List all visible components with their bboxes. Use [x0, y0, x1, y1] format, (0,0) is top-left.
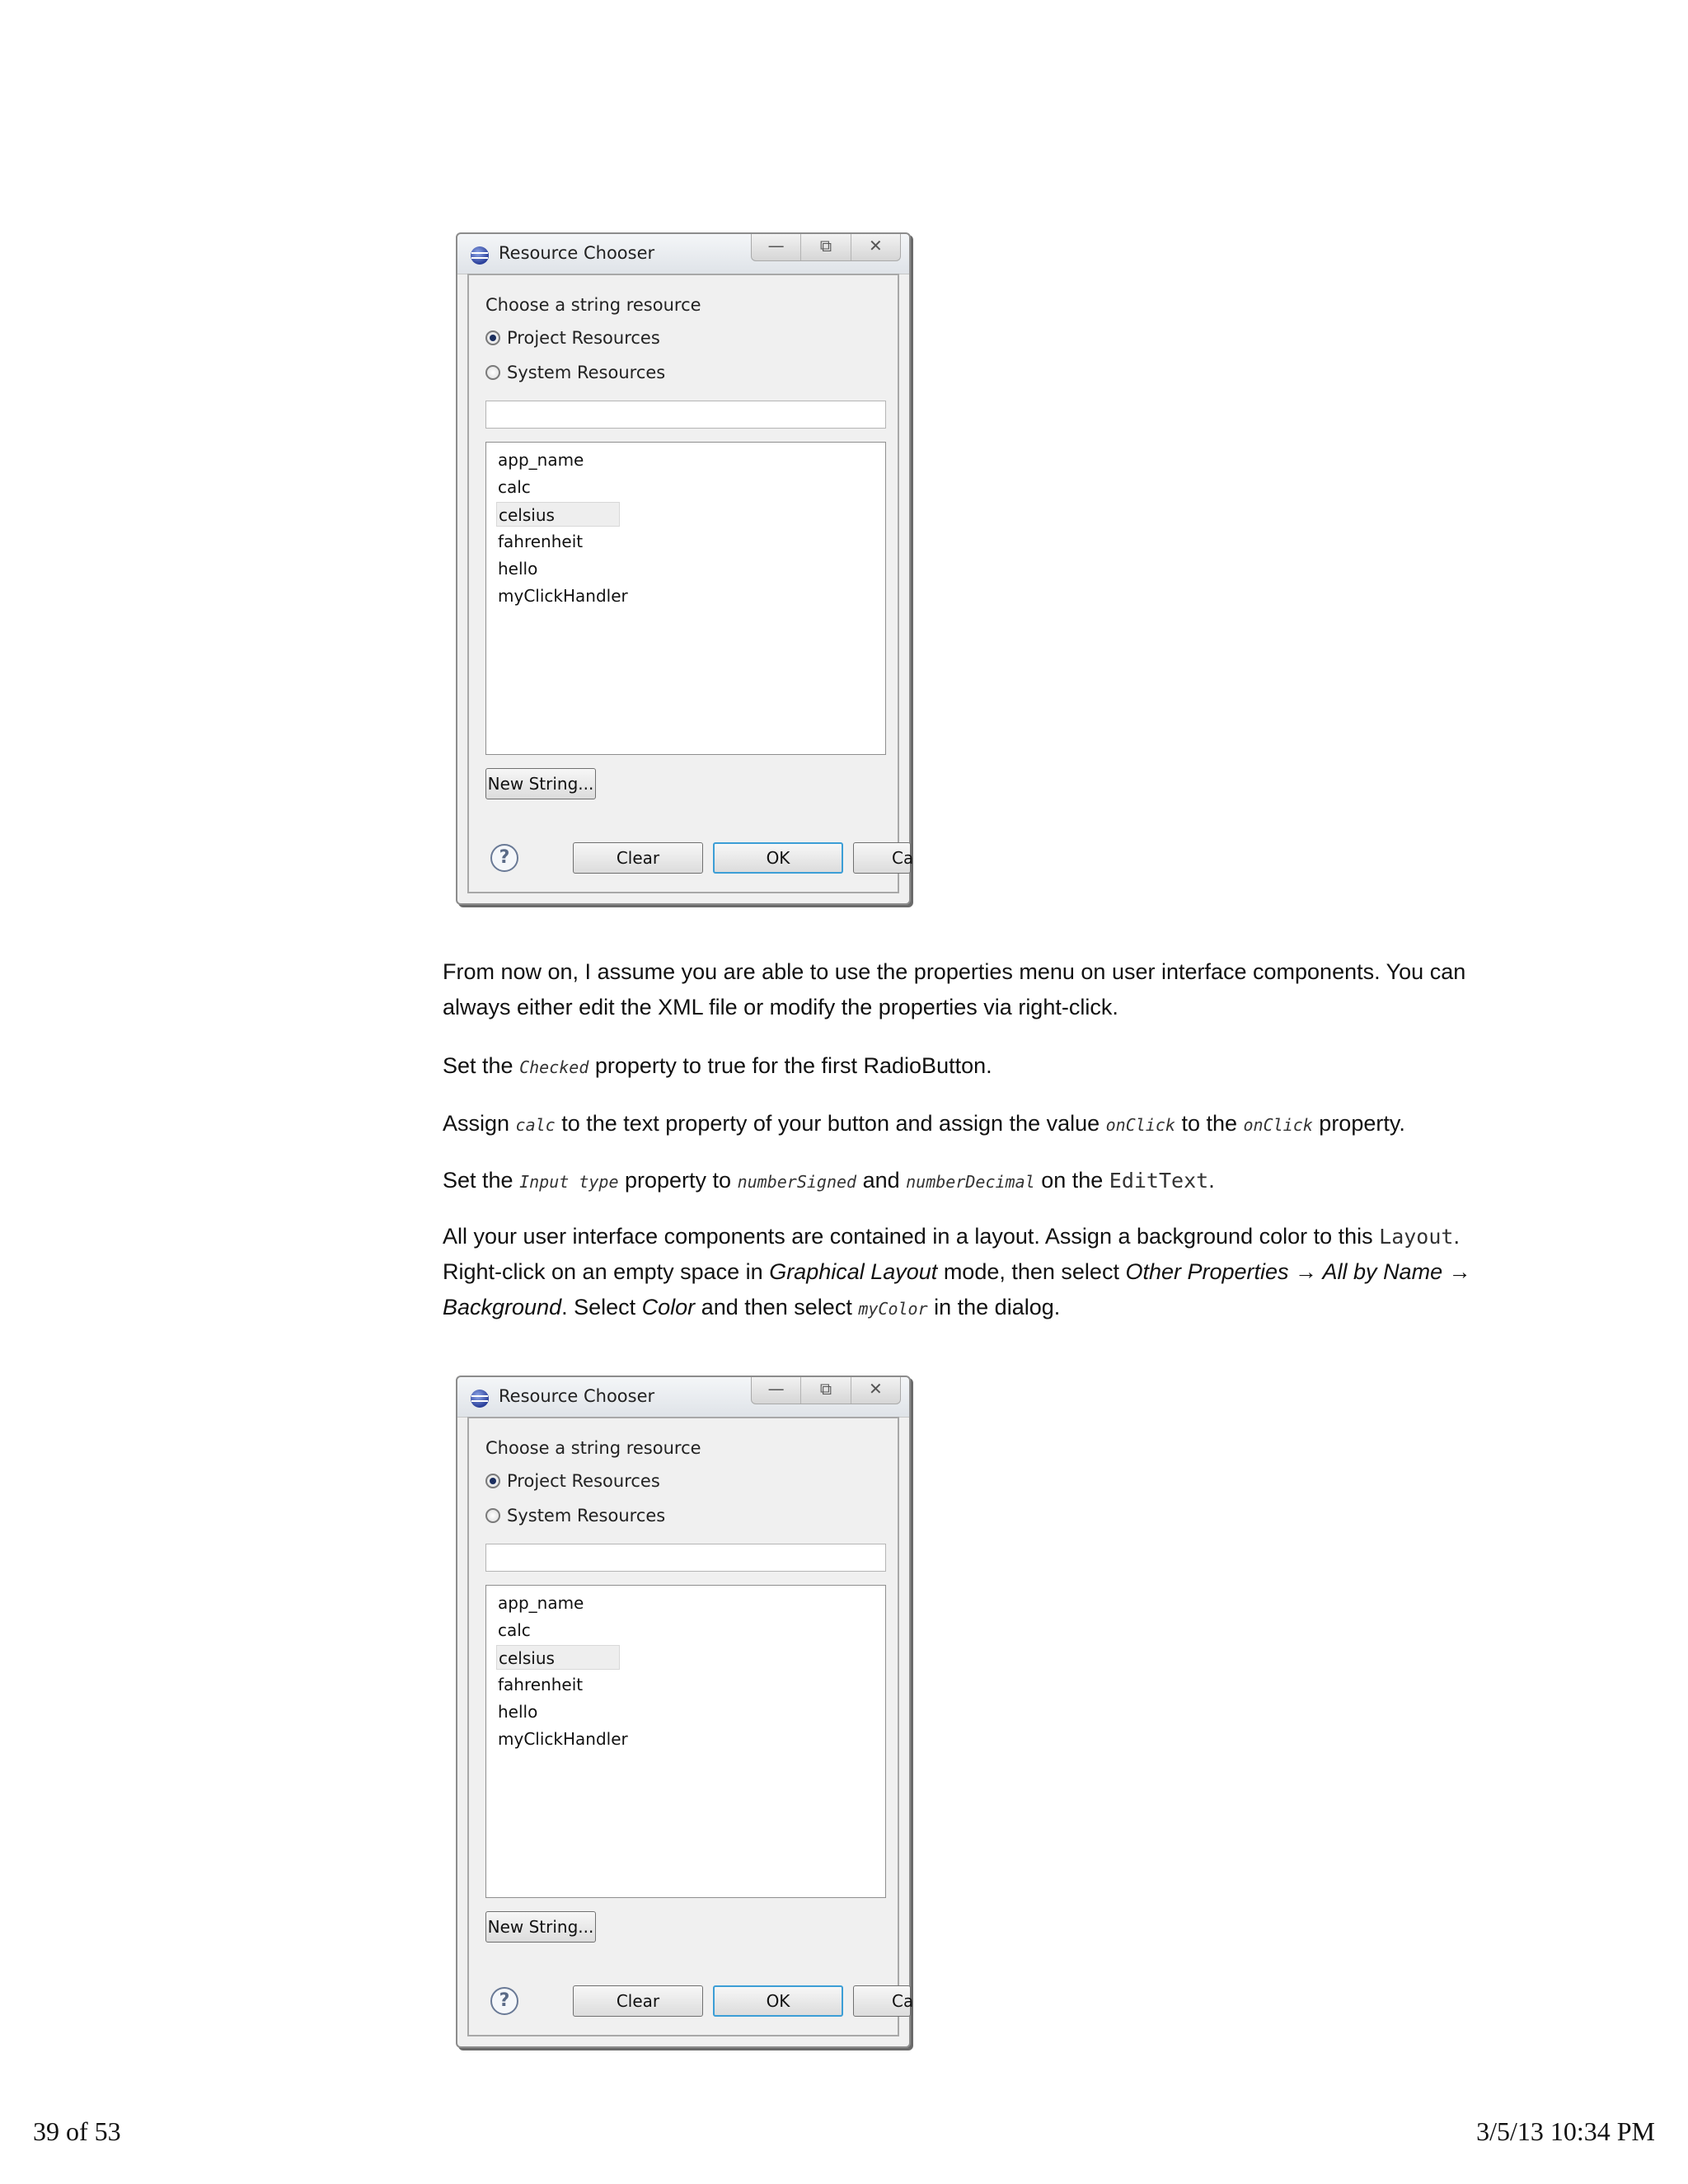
maximize-button[interactable]: [800, 1377, 850, 1404]
maximize-icon: ⧉: [819, 1379, 832, 1399]
window-controls: [751, 1377, 901, 1404]
cancel-button[interactable]: Ca: [853, 1985, 911, 2017]
help-icon[interactable]: ?: [490, 1987, 518, 2015]
code-checked: Checked: [519, 1057, 589, 1077]
eclipse-icon: [471, 1390, 489, 1408]
list-item[interactable]: myClickHandler: [498, 586, 628, 606]
close-icon: ✕: [868, 1379, 883, 1399]
radio-project-label: Project Resources: [507, 328, 660, 348]
close-button[interactable]: [851, 1377, 900, 1404]
list-item[interactable]: app_name: [498, 450, 584, 470]
close-button[interactable]: [851, 234, 900, 260]
code-calc: calc: [515, 1115, 556, 1135]
help-icon[interactable]: ?: [490, 844, 518, 872]
radio-system-label: System Resources: [507, 363, 666, 382]
new-string-button[interactable]: New String...: [485, 1911, 596, 1943]
radio-system-resources[interactable]: [485, 363, 665, 382]
dialog-body: [467, 1417, 914, 2036]
resource-chooser-dialog-1: [456, 232, 914, 905]
clear-button[interactable]: Clear: [573, 842, 703, 874]
paragraph-input-type: Set the Input type property to numberSigned and numberDecimal on the EditText.: [443, 1168, 1215, 1193]
code-mycolor: myColor: [858, 1299, 928, 1319]
resource-chooser-dialog-2: [456, 1376, 914, 2048]
dialog-title: Resource Chooser: [499, 1386, 655, 1406]
code-input-type: Input type: [519, 1172, 619, 1192]
dialog-prompt: Choose a string resource: [485, 1438, 701, 1458]
window-controls: [751, 234, 901, 261]
eclipse-icon: [471, 246, 489, 265]
paragraph-checked: Set the Checked property to true for the first RadioButton.: [443, 1053, 992, 1078]
page-number: 39 of 53: [33, 2116, 121, 2146]
radio-selected-icon[interactable]: [485, 330, 500, 345]
cancel-button[interactable]: Ca: [853, 842, 911, 874]
radio-project-resources[interactable]: [485, 328, 660, 348]
radio-project-label: Project Resources: [507, 1471, 660, 1491]
radio-unselected-icon[interactable]: [485, 365, 500, 380]
minimize-icon: —: [767, 1379, 785, 1399]
ok-button[interactable]: OK: [713, 842, 843, 874]
list-item[interactable]: fahrenheit: [498, 1675, 584, 1694]
list-item[interactable]: fahrenheit: [498, 532, 584, 551]
list-item[interactable]: calc: [498, 1620, 531, 1640]
list-item-selected[interactable]: celsius: [496, 502, 620, 527]
list-item[interactable]: myClickHandler: [498, 1729, 628, 1749]
code-edittext: EditText: [1109, 1169, 1209, 1193]
ok-button[interactable]: OK: [713, 1985, 843, 2017]
code-layout: Layout: [1379, 1225, 1454, 1249]
minimize-icon: —: [767, 236, 785, 255]
dialog-titlebar[interactable]: [457, 234, 909, 274]
radio-unselected-icon[interactable]: [485, 1508, 500, 1523]
dialog-prompt: Choose a string resource: [485, 295, 701, 315]
print-timestamp: 3/5/13 10:34 PM: [1476, 2116, 1655, 2146]
minimize-button[interactable]: [752, 234, 800, 260]
paragraph-properties-intro: From now on, I assume you are able to use the properties menu on user interface components. You can always either edit the XML file or modify the properties via right-click.: [443, 959, 1466, 1019]
maximize-icon: ⧉: [819, 236, 832, 255]
minimize-button[interactable]: [752, 1377, 800, 1404]
radio-system-resources[interactable]: [485, 1506, 665, 1526]
new-string-button[interactable]: New String...: [485, 768, 596, 799]
filter-input[interactable]: [485, 1544, 886, 1572]
code-number-signed: numberSigned: [737, 1172, 857, 1192]
radio-system-label: System Resources: [507, 1506, 666, 1526]
dialog-body: [467, 274, 914, 893]
list-item[interactable]: calc: [498, 477, 531, 497]
resource-list[interactable]: [485, 1585, 886, 1898]
list-item[interactable]: hello: [498, 1702, 538, 1722]
code-onclick-value: onClick: [1105, 1115, 1175, 1135]
dialog-title: Resource Chooser: [499, 243, 655, 263]
paragraph-assign-calc: Assign calc to the text property of your button and assign the value onClick to the onClick property.: [443, 1111, 1405, 1136]
code-number-decimal: numberDecimal: [906, 1172, 1035, 1192]
list-item[interactable]: app_name: [498, 1593, 584, 1613]
dialog-titlebar[interactable]: [457, 1377, 909, 1418]
list-item[interactable]: hello: [498, 559, 538, 579]
list-item-selected[interactable]: celsius: [496, 1645, 620, 1670]
close-icon: ✕: [868, 236, 883, 255]
resource-list[interactable]: [485, 442, 886, 755]
clear-button[interactable]: Clear: [573, 1985, 703, 2017]
maximize-button[interactable]: [800, 234, 850, 260]
paragraph-layout-background: All your user interface components are contained in a layout. Assign a background color to this Layout. Right-click on an empty space in Graphical Layout mode, then select Other Properties → All by Name → Background. Select Color and then select myColor in the dialog.: [443, 1224, 1471, 1319]
radio-project-resources[interactable]: [485, 1471, 660, 1491]
code-onclick-property: onClick: [1243, 1115, 1313, 1135]
radio-selected-icon[interactable]: [485, 1474, 500, 1488]
filter-input[interactable]: [485, 401, 886, 429]
